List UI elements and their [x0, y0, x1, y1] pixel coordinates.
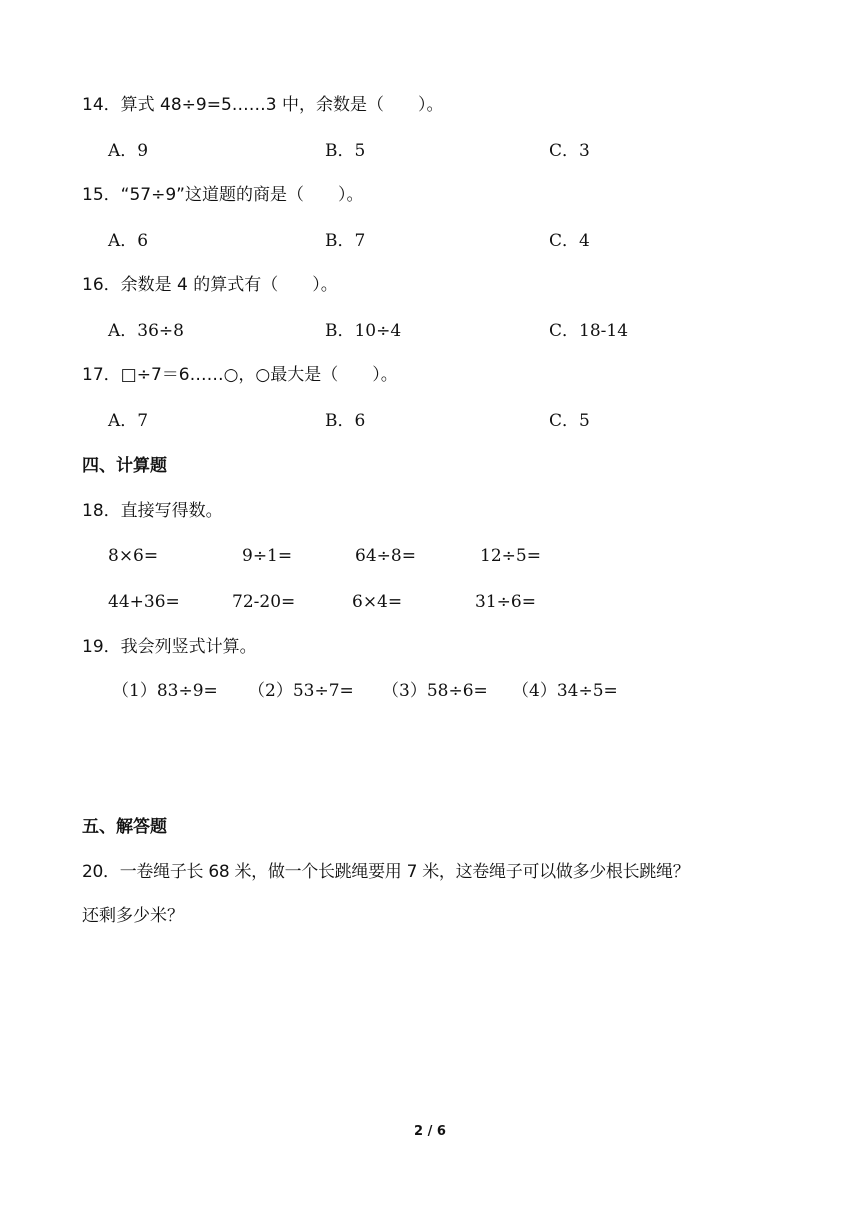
question-14-stem: 14．算式 48÷9=5……3 中，余数是（ ）。 [82, 95, 444, 115]
question-14-option-a: A．9 [108, 141, 149, 161]
page-number: 2 / 6 [414, 1124, 446, 1139]
vertical-calc-item: （1）83÷9= [112, 681, 218, 701]
calc-item: 6×4= [352, 592, 403, 612]
vertical-calc-item: （2）53÷7= [248, 681, 354, 701]
calc-item: 12÷5= [480, 546, 541, 566]
question-20-line-2: 还剩多少米？ [82, 906, 184, 926]
section-5-title: 五、解答题 [82, 817, 167, 837]
question-16-stem: 16．余数是 4 的算式有（ ）。 [82, 275, 338, 295]
question-18-stem: 18．直接写得数。 [82, 501, 223, 521]
question-16-option-a: A．36÷8 [108, 321, 184, 341]
calc-item: 72-20= [232, 592, 296, 612]
question-15-option-a: A．6 [108, 231, 149, 251]
question-15-option-c: C．4 [549, 231, 590, 251]
calc-item: 9÷1= [242, 546, 293, 566]
calc-item: 44+36= [108, 592, 180, 612]
question-19-stem: 19．我会列竖式计算。 [82, 637, 257, 657]
question-16-option-c: C．18-14 [549, 321, 629, 341]
question-15-stem: 15．“57÷9”这道题的商是（ ）。 [82, 185, 364, 205]
vertical-calc-item: （4）34÷5= [512, 681, 618, 701]
question-14-option-b: B．5 [325, 141, 366, 161]
question-17-stem: 17．□÷7＝6……○，○最大是（ ）。 [82, 365, 398, 385]
calc-item: 64÷8= [355, 546, 416, 566]
question-17-option-b: B．6 [325, 411, 366, 431]
question-14-option-c: C．3 [549, 141, 590, 161]
question-20-line-1: 20．一卷绳子长 68 米，做一个长跳绳要用 7 米，这卷绳子可以做多少根长跳绳？ [82, 862, 690, 882]
question-16-option-b: B．10÷4 [325, 321, 402, 341]
vertical-calc-item: （3）58÷6= [382, 681, 488, 701]
section-4-title: 四、计算题 [82, 456, 167, 476]
question-17-option-c: C．5 [549, 411, 590, 431]
question-17-option-a: A．7 [108, 411, 149, 431]
question-15-option-b: B．7 [325, 231, 366, 251]
calc-item: 31÷6= [475, 592, 536, 612]
calc-item: 8×6= [108, 546, 159, 566]
